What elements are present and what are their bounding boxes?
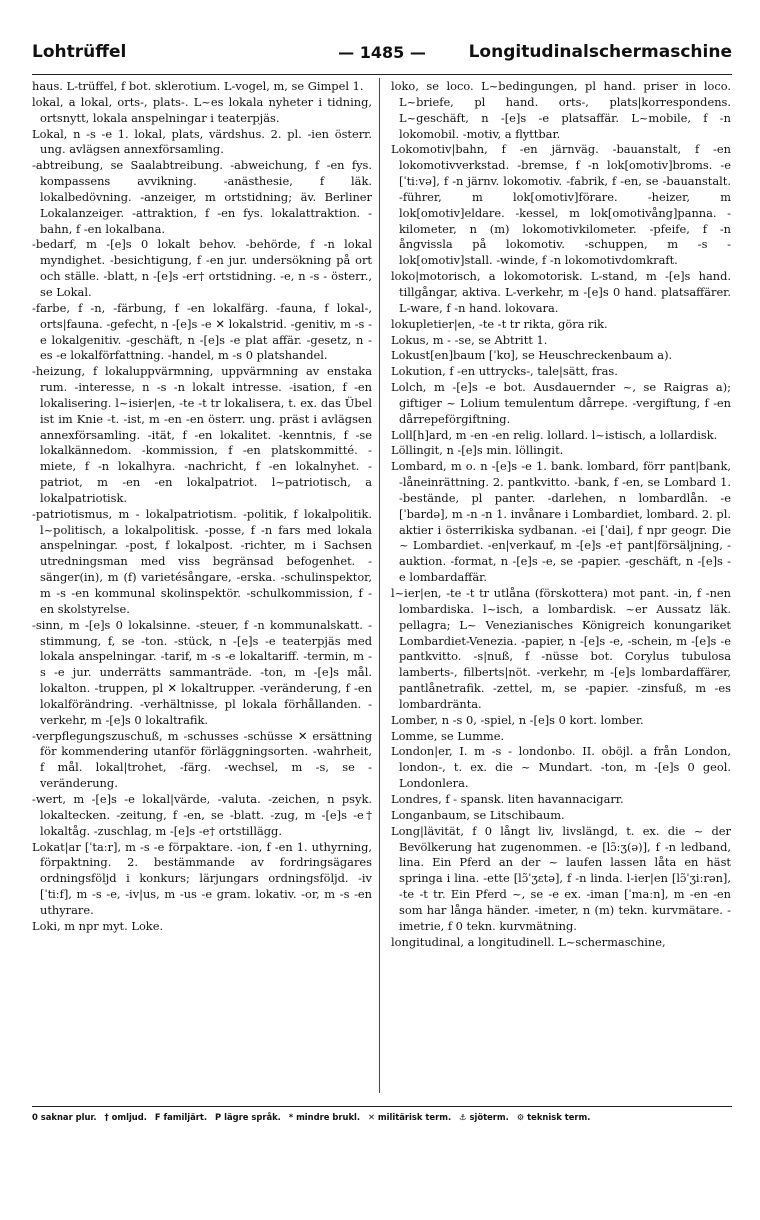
- page-header: [32, 42, 732, 68]
- legend-item: ⚙ teknisk term.: [516, 1112, 591, 1122]
- left-column: [32, 79, 372, 1094]
- right-column: [391, 79, 731, 1094]
- header-rule: [32, 74, 732, 75]
- dictionary-entry: Lolch, m -[e]s -e bot. Ausdauernder ~, se Raigras a); giftiger ~ Lolium temulentum dårrepe. -vergiftung, f -en dårrepeförgiftning.: [391, 380, 731, 426]
- dictionary-entry: Lombard, m o. n -[e]s -e 1. bank. lombard, förr pant|bank, -låneinrättning. 2. pantkvitto. -bank, f -en, se Lombard 1. -bestände, pl panter. -darlehen, n lombardlån. -e [ˈbardə], m -n -n 1. invånare i Lombardiet, lombard. 2. pl. aktier i österrikiska sydbanan. -ei [ˈdai], f npr geogr. Die ~ Lombardiet. -en|verkauf, m -[e]s -e† pant|försäljning, -auktion. -format, n -[e]s -e, se -papier. -geschäft, n -[e]s -e lombardaffär.: [391, 459, 731, 585]
- dictionary-entry: Londres, f - spansk. liten havannacigarr.: [391, 791, 624, 806]
- dictionary-entry: longitudinal, a longitudinell. L~schermaschine,: [391, 934, 666, 949]
- dictionary-entry: -abtreibung, se Saalabtreibung. -abweichung, f -en fys. kompassens avvikning. -anästhesie, f läk. lokalbedövning. -anzeiger, m ortstidning; äv. Berliner Lokalanzeiger. -attraktion, f -en fys. lokalattraktion. -bahn, f -en lokalbana.: [32, 158, 372, 236]
- dictionary-entry: lokal, a lokal, orts-, plats-. L~es lokala nyheter i tidning, ortsnytt, lokala anspelningar i teaterpjäs.: [32, 94, 372, 125]
- dictionary-entry: Lokomotiv|bahn, f -en järnväg. -bauanstalt, f -en lokomotivverkstad. -bremse, f -n lok[omotiv]broms. -e [ˈtiːvə], f -n järnv. lokomotiv. -fabrik, f -en, se -bauanstalt. -führer, m lok[omotiv]förare. -heizer, m lok[omotiv]eldare. -kessel, m lok[omotivång]panna. -kilometer, n (m) lokomotivkilometer. -pfeife, f -n ångvissla på lokomotiv. -schuppen, m -s - lok[omotiv]stall. -winde, f -n lokomotivdomkraft.: [391, 142, 731, 268]
- dictionary-entry: loko, se loco. L~bedingungen, pl hand. priser in loco. L~briefe, pl hand. orts-, plats|korrespondens. L~geschäft, n -[e]s -e platsaffär. L~mobile, f -n lokomobil. -motiv, a flyttbar.: [391, 79, 731, 141]
- header-first-word: Lohtrüffel: [32, 42, 127, 62]
- column-divider: [379, 78, 380, 1093]
- dictionary-entry: -bedarf, m -[e]s 0 lokalt behov. -behörde, f -n lokal myndighet. -besichtigung, f -en jur. undersökning på ort och ställe. -blatt, n -[e]s -er† ortstidning. -e, n -s - österr., se Lokal.: [32, 237, 372, 299]
- legend-item: ⚓ sjöterm.: [459, 1112, 509, 1122]
- abbreviation-legend: [32, 1112, 732, 1122]
- dictionary-entry: Lokat|ar [ˈtaːr], m -s -e förpaktare. -ion, f -en 1. uthyrning, förpaktning. 2. bestämmande av fordringsägares ordningsföljd i konkurs; lärjungars ordningsföljd. -iv [ˈtiːf], m -s -e, -iv|us, m -us -e gram. lokativ. -or, m -s -en uthyrare.: [32, 839, 372, 917]
- dictionary-entry: -heizung, f lokaluppvärmning, uppvärmning av enstaka rum. -interesse, n -s -n lokalt intresse. -isation, f -en lokalisering. l~isier|en, -te -t tr lokalisera, t. ex. das Übel ist im Knie -t. -ist, m -en -en österr. ung. präst i avlägsen annexförsamling. -ität, f -en lokalitet. -kenntnis, f -se lokalkännedom. -kommission, f -en platskommitté. -miete, f -n lokalhyra. -nachricht, f -en lokalnyhet. -patriot, m -en -en lokalpatriot. l~patriotisch, a lokalpatriotisk.: [32, 364, 372, 505]
- dictionary-entry: Lokution, f -en uttrycks-, tale|sätt, fras.: [391, 364, 618, 379]
- dictionary-entry: lokupletier|en, -te -t tr rikta, göra rik.: [391, 316, 608, 331]
- dictionary-entry: -farbe, f -n, -färbung, f -en lokalfärg. -fauna, f lokal-, orts|fauna. -gefecht, n -[e]s -e ✕ lokalstrid. -genitiv, m -s -e lokalgenitiv. -geschäft, n -[e]s -e plat affär. -gesetz, n -es -e lokalförfattning. -handel, m -s 0 platshandel.: [32, 300, 372, 363]
- dictionary-entry: Longanbaum, se Litschibaum.: [391, 807, 565, 822]
- dictionary-entry: London|er, I. m -s - londonbo. II. oböjl. a från London, london-, t. ex. die ~ Mundart. -ton, m -[e]s 0 geol. Londonlera.: [391, 744, 731, 791]
- dictionary-entry: Lokust[en]baum [ˈkʊ], se Heuschreckenbaum a).: [391, 348, 673, 363]
- dictionary-entry: l~ier|en, -te -t tr utlåna (förskottera) mot pant. -in, f -nen lombardiska. l~isch, a lombardisk. ~er Aussatz läk. pellagra; L~ Venezianisches Königreich konungariket Lombardiet-Venezia. -papier, n -[e]s -e, -schein, m -[e]s -e pantkvitto. -s|nuß, f -nüsse bot. Corylus tubulosa lamberts-, filberts|nöt. -verkehr, m -[e]s lombardaffärer, pantlånetrafik. -zettel, m, se -papier. -zinsfuß, m -es lombardränta.: [391, 586, 731, 711]
- dictionary-entry: Loki, m npr myt. Loke.: [32, 918, 164, 933]
- dictionary-entry: -wert, m -[e]s -e lokal|värde, -valuta. -zeichen, n psyk. lokaltecken. -zeitung, f -en, se -blatt. -zug, m -[e]s -e† lokaltåg. -zuschlag, m -[e]s -e† ortstillägg.: [32, 791, 372, 838]
- page-number: — 1485 —: [338, 43, 426, 62]
- dictionary-entry: haus. L-trüffel, f bot. sklerotium. L-vogel, m, se Gimpel 1.: [32, 79, 364, 93]
- legend-item: 0 saknar plur.: [32, 1112, 97, 1122]
- dictionary-entry: Lokal, n -s -e 1. lokal, plats, värdshus. 2. pl. -ien österr. ung. avlägsen annexförsamling.: [32, 126, 372, 157]
- dictionary-entry: Lokus, m - -se, se Abtritt 1.: [391, 332, 548, 347]
- dictionary-entry: Long|lävität, f 0 långt liv, livslängd, t. ex. die ~ der Bevölkerung hat zugenommen. -e [lɔ̃ːʒ(ə)], f -n ledband, lina. Ein Pferd an der ~ laufen lassen låta en häst springa i lina. -ette [lɔ̃ˈʒɛtə], f -n linda. l-ier|en [lɔ̃ˈʒiːrən], -te -t tr. Ein Pferd ~, se -e ex. -iman [ˈmaːn], m -en -en som har långa händer. -imeter, n (m) tekn. kurvmätare. -imetrie, f 0 tekn. kurvmätning.: [391, 823, 731, 933]
- legend-item: † omljud.: [104, 1112, 147, 1122]
- dictionary-entry: loko|motorisch, a lokomotorisk. L-stand, m -[e]s hand. tillgångar, aktiva. L-verkehr, m -[e]s 0 hand. platsaffärer. L-ware, f -n hand. lokovara.: [391, 269, 731, 315]
- legend-item: P lägre språk.: [215, 1112, 281, 1122]
- dictionary-entry: Lomber, n -s 0, -spiel, n -[e]s 0 kort. lomber.: [391, 712, 644, 727]
- header-last-word: Longitudinalschermaschine: [468, 42, 732, 62]
- dictionary-entry: Lomme, se Lumme.: [391, 728, 505, 743]
- dictionary-entry: -patriotismus, m - lokalpatriotism. -politik, f lokalpolitik. l~politisch, a lokalpolitisk. -posse, f -n fars med lokala anspelningar. -post, f lokalpost. -richter, m i Sachsen utredningsman med viss begränsad befogenhet. -sänger(in), m (f) varietésångare, -erska. -schulinspektor, m -s -en kommunal skolinspektör. -schulkommission, f -en skolstyrelse.: [32, 506, 372, 616]
- legend-item: F familjärt.: [154, 1112, 208, 1122]
- legend-item: ✕ militärisk term.: [368, 1112, 452, 1122]
- footer-rule: [32, 1106, 732, 1107]
- dictionary-entry: Loll[h]ard, m -en -en relig. lollard. l~istisch, a lollardisk.: [391, 427, 718, 442]
- dictionary-entry: -sinn, m -[e]s 0 lokalsinne. -steuer, f -n kommunalskatt. -stimmung, f, se -ton. -stück, n -[e]s -e teaterpjäs med lokala anspelningar. -tarif, m -s -e lokaltariff. -termin, m -s -e jur. underrätts sammanträde. -ton, m -[e]s mål. lokalton. -truppen, pl ✕ lokaltrupper. -veränderung, f -en lokalförändring. -verhältnisse, pl lokala förhållanden. -verkehr, m -[e]s 0 lokaltrafik.: [32, 617, 372, 727]
- dictionary-entry: Löllingit, n -[e]s min. löllingit.: [391, 443, 564, 458]
- dictionary-entry: -verpflegungszuschuß, m -schusses -schüsse ✕ ersättning för kommendering utanför förläggningsorten. -wahrheit, f mål. lokal|trohet, -färg. -wechsel, m -s, se -veränderung.: [32, 728, 372, 791]
- legend-item: * mindre brukl.: [288, 1112, 361, 1122]
